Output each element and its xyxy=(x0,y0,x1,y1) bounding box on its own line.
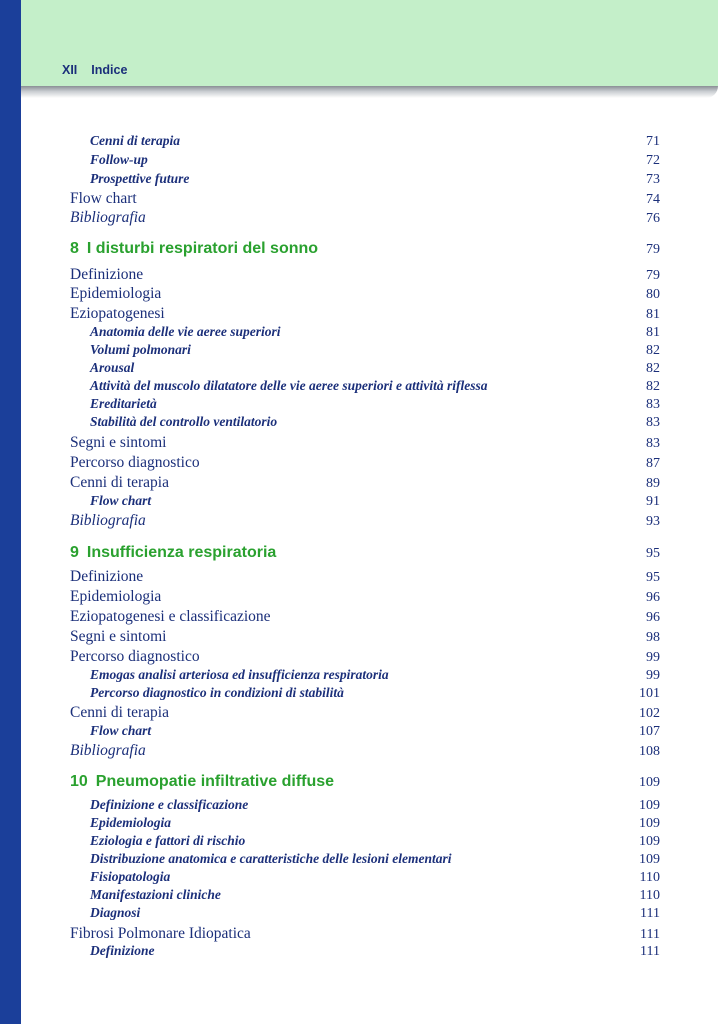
entry-title: Distribuzione anatomica e caratteristiche delle lesioni elementari xyxy=(90,851,452,866)
toc-entry[interactable] xyxy=(70,628,660,646)
toc-entry[interactable] xyxy=(90,905,660,922)
entry-page-number: 82 xyxy=(646,343,660,358)
entry-page-number: 108 xyxy=(639,744,660,759)
chapter-title: Insufficienza respiratoria xyxy=(86,544,277,561)
entry-page-number: 110 xyxy=(639,870,660,885)
entry-title: Flow chart xyxy=(90,723,152,738)
toc-entry[interactable] xyxy=(90,493,660,510)
entry-page-number: 109 xyxy=(639,852,660,867)
entry-title: Eziopatogenesi e classificazione xyxy=(70,608,271,625)
entry-title: Eziopatogenesi xyxy=(70,305,165,322)
entry-page-number: 111 xyxy=(640,906,660,921)
entry-title: Manifestazioni cliniche xyxy=(90,887,221,902)
toc-entry[interactable] xyxy=(70,588,660,606)
chapter-title: Pneumopatie infiltrative diffuse xyxy=(95,773,335,790)
toc-entry[interactable] xyxy=(70,454,660,472)
entry-page-number: 102 xyxy=(639,706,660,721)
chapter-entry[interactable] xyxy=(70,773,660,791)
toc-entry[interactable] xyxy=(90,851,660,868)
toc-entry[interactable] xyxy=(90,833,660,850)
entry-title: Arousal xyxy=(90,360,135,375)
entry-page-number: 83 xyxy=(646,397,660,412)
toc-entry[interactable] xyxy=(70,648,660,666)
toc-entry[interactable] xyxy=(90,152,660,169)
toc-entry[interactable] xyxy=(90,378,660,395)
toc-entry[interactable] xyxy=(90,396,660,413)
toc-entry[interactable] xyxy=(90,943,660,960)
entry-page-number: 81 xyxy=(646,325,660,340)
entry-page-number: 82 xyxy=(646,379,660,394)
entry-title: Segni e sintomi xyxy=(70,628,167,645)
chapter-entry[interactable] xyxy=(70,544,660,562)
toc-entry[interactable] xyxy=(90,133,660,150)
entry-page-number: 83 xyxy=(646,415,660,430)
entry-page-number: 95 xyxy=(646,570,660,585)
toc-entry[interactable] xyxy=(90,360,660,377)
entry-page-number: 79 xyxy=(646,242,660,257)
entry-title: Flow chart xyxy=(90,493,152,508)
toc-entry[interactable] xyxy=(90,414,660,431)
entry-title: Definizione xyxy=(70,266,144,283)
chapter-entry[interactable] xyxy=(70,240,660,258)
entry-page-number: 80 xyxy=(646,287,660,302)
entry-page-number: 71 xyxy=(646,134,660,149)
entry-title: Attività del muscolo dilatatore delle vie aeree superiori e attività riflessa xyxy=(90,378,488,393)
toc-entry[interactable] xyxy=(90,685,660,702)
toc-entry[interactable] xyxy=(90,723,660,740)
entry-title: Definizione xyxy=(90,943,155,958)
entry-title: Volumi polmonari xyxy=(90,342,191,357)
entry-title xyxy=(70,544,276,562)
entry-title: Percorso diagnostico xyxy=(70,648,200,665)
entry-title: Stabilità del controllo ventilatorio xyxy=(90,414,278,429)
entry-title: Definizione xyxy=(70,568,144,585)
entry-title: Eziologia e fattori di rischio xyxy=(90,833,246,848)
toc-entry[interactable] xyxy=(70,190,660,208)
toc-entry[interactable] xyxy=(70,512,660,530)
entry-page-number: 110 xyxy=(639,888,660,903)
entry-title: Cenni di terapia xyxy=(90,133,181,148)
entry-title: Percorso diagnostico in condizioni di stabilità xyxy=(90,685,344,700)
toc-entry[interactable] xyxy=(90,869,660,886)
entry-title: Diagnosi xyxy=(90,905,141,920)
entry-page-number: 109 xyxy=(639,816,660,831)
toc-entry[interactable] xyxy=(90,887,660,904)
entry-page-number: 79 xyxy=(646,268,660,283)
entry-title xyxy=(70,240,318,258)
entry-title: Percorso diagnostico xyxy=(70,454,200,471)
toc-entry[interactable] xyxy=(90,342,660,359)
entry-title: Fibrosi Polmonare Idiopatica xyxy=(70,925,251,942)
entry-title: Definizione e classificazione xyxy=(90,797,249,812)
entry-page-number: 107 xyxy=(639,724,660,739)
toc-entry[interactable] xyxy=(90,797,660,814)
toc-entry[interactable] xyxy=(70,209,660,227)
entry-page-number: 109 xyxy=(639,834,660,849)
entry-page-number: 109 xyxy=(639,775,660,790)
entry-title xyxy=(70,773,334,791)
entry-page-number: 72 xyxy=(646,153,660,168)
entry-title: Epidemiologia xyxy=(70,285,162,302)
entry-title: Epidemiologia xyxy=(90,815,171,830)
toc-entry[interactable] xyxy=(70,474,660,492)
toc-entry[interactable] xyxy=(70,434,660,452)
entry-page-number: 89 xyxy=(646,476,660,491)
chapter-number: 10 xyxy=(70,773,88,790)
entry-page-number: 99 xyxy=(646,650,660,665)
entry-page-number: 99 xyxy=(646,668,660,683)
toc-entry[interactable] xyxy=(90,324,660,341)
entry-title: Fisiopatologia xyxy=(90,869,171,884)
entry-page-number: 111 xyxy=(640,944,660,959)
toc-entry[interactable] xyxy=(70,925,660,943)
toc-entry[interactable] xyxy=(70,285,660,303)
entry-title: Bibliografia xyxy=(70,742,146,759)
entry-page-number: 91 xyxy=(646,494,660,509)
entry-page-number: 96 xyxy=(646,610,660,625)
entry-page-number: 73 xyxy=(646,172,660,187)
toc-entry[interactable] xyxy=(70,568,660,586)
entry-title: Flow chart xyxy=(70,190,137,207)
toc-entry[interactable] xyxy=(90,171,660,188)
entry-title: Ereditarietà xyxy=(90,396,157,411)
chapter-title: I disturbi respiratori del sonno xyxy=(86,240,319,257)
entry-page-number: 96 xyxy=(646,590,660,605)
toc-entry[interactable] xyxy=(90,815,660,832)
entry-page-number: 76 xyxy=(646,211,660,226)
toc-entry[interactable] xyxy=(70,305,660,323)
entry-title: Epidemiologia xyxy=(70,588,162,605)
entry-title: Segni e sintomi xyxy=(70,434,167,451)
entry-page-number: 111 xyxy=(640,927,660,942)
entry-page-number: 87 xyxy=(646,456,660,471)
entry-title: Bibliografia xyxy=(70,512,146,529)
toc-entry[interactable] xyxy=(70,608,660,626)
chapter-number: 9 xyxy=(70,544,79,561)
toc-entry[interactable] xyxy=(70,704,660,722)
entry-page-number: 83 xyxy=(646,436,660,451)
entry-page-number: 81 xyxy=(646,307,660,322)
entry-title: Follow-up xyxy=(90,152,148,167)
entry-title: Anatomia delle vie aeree superiori xyxy=(90,324,281,339)
toc-entry[interactable] xyxy=(70,742,660,760)
entry-page-number: 82 xyxy=(646,361,660,376)
entry-title: Emogas analisi arteriosa ed insufficienza respiratoria xyxy=(90,667,389,682)
entry-page-number: 95 xyxy=(646,546,660,561)
entry-title: Cenni di terapia xyxy=(70,704,169,721)
toc-entry[interactable] xyxy=(90,667,660,684)
section-title: Indice xyxy=(91,63,128,77)
entry-title: Cenni di terapia xyxy=(70,474,169,491)
entry-page-number: 93 xyxy=(646,514,660,529)
entry-page-number: 74 xyxy=(646,192,660,207)
entry-page-number: 101 xyxy=(639,686,660,701)
page-number: XII xyxy=(62,63,78,77)
chapter-number: 8 xyxy=(70,240,79,257)
entry-title: Bibliografia xyxy=(70,209,146,226)
entry-title: Prospettive future xyxy=(90,171,190,186)
toc-entry[interactable] xyxy=(70,266,660,284)
entry-page-number: 98 xyxy=(646,630,660,645)
entry-page-number: 109 xyxy=(639,798,660,813)
